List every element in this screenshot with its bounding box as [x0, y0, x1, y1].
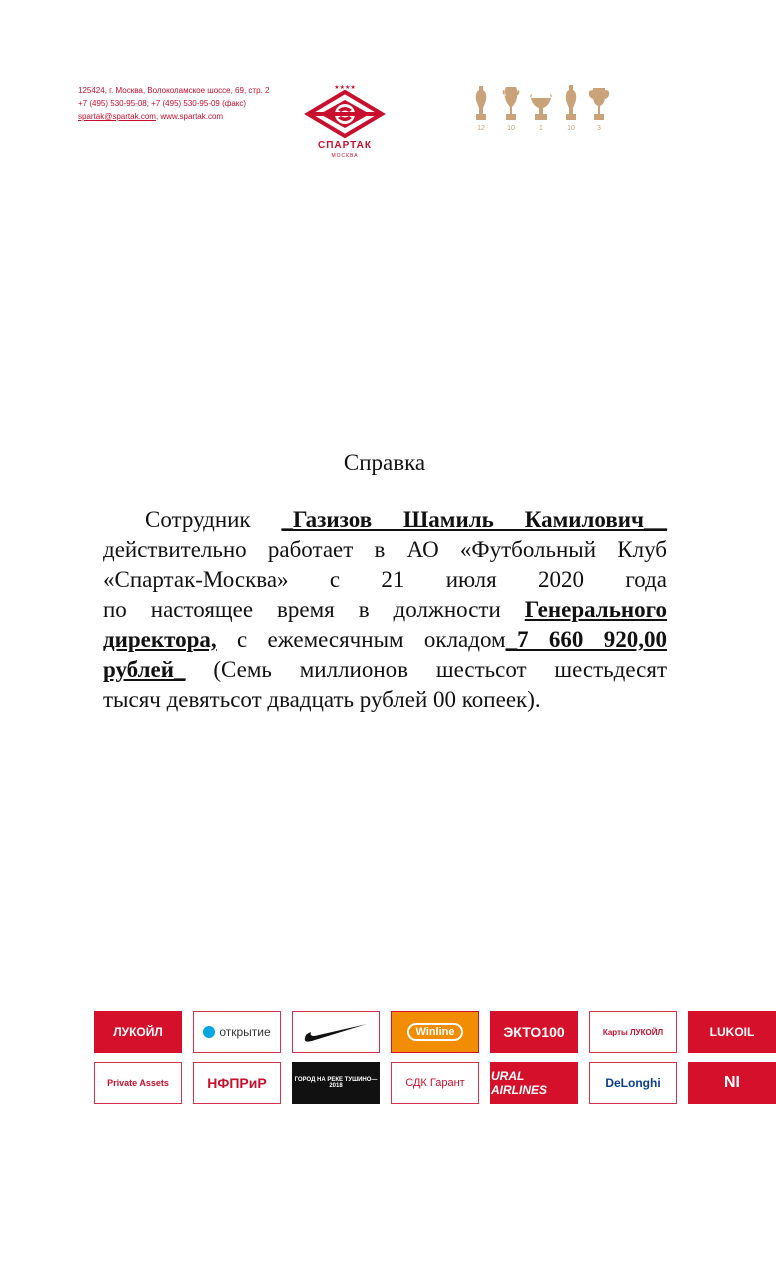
body-text-fragment: «Спартак-Москва» с 21 июля 2020 года	[103, 567, 667, 592]
trophy-row	[468, 84, 618, 140]
address-line: 125424, г. Москва, Волоколамское шоссе, 69, стр. 2	[78, 86, 270, 95]
body-line	[103, 655, 667, 685]
sponsor-logo	[292, 1011, 380, 1053]
sponsor-logo: ГОРОД НА РЕКЕ ТУШИНО—2018	[292, 1062, 380, 1104]
contact-line: spartak@spartak.com, www.spartak.com	[78, 112, 224, 121]
trophy-item: 3	[586, 84, 612, 140]
document-title: Справка	[343, 450, 426, 475]
emphasized-text: Генерального	[524, 597, 667, 622]
sponsor-logo: Private Assets	[94, 1062, 182, 1104]
sponsor-logo: LUKOIL	[688, 1011, 776, 1053]
svg-text:★★★★: ★★★★	[334, 84, 356, 91]
body-line	[103, 685, 667, 715]
body-text-fragment: тысяч девятьсот двадцать рублей 00 копеек).	[103, 687, 541, 712]
trophy-item: 12	[468, 84, 494, 140]
phone-line: +7 (495) 530-95-08; +7 (495) 530-95-09 (факс)	[78, 99, 247, 108]
sponsor-logo: открытие	[193, 1011, 281, 1053]
sponsor-logo: Карты ЛУКОЙЛ	[589, 1011, 677, 1053]
sponsor-logo: URAL AIRLINES	[490, 1062, 578, 1104]
club-name: СПАРТАК	[318, 140, 372, 151]
trophy-icon	[529, 84, 553, 122]
trophy-icon	[502, 84, 520, 122]
sponsor-logo: DeLonghi	[589, 1062, 677, 1104]
trophy-item: 10	[498, 84, 524, 140]
body-text-fragment: по настоящее время в должности	[103, 597, 525, 622]
email-link[interactable]: spartak@spartak.com	[78, 112, 156, 121]
spartak-diamond-icon	[300, 82, 390, 142]
body-text-fragment: (Семь миллионов шестьсот шестьдесят	[185, 657, 667, 682]
sponsor-logo: ЭКТО100	[490, 1011, 578, 1053]
sponsor-logo: NI	[688, 1062, 776, 1104]
body-line	[103, 625, 667, 655]
emphasized-text: директора,	[103, 627, 217, 652]
body-text-fragment: с ежемесячным окладом	[216, 627, 506, 652]
nike-swoosh-icon	[301, 1020, 371, 1044]
document-body	[103, 505, 667, 715]
sponsor-logo: НФПРиР	[193, 1062, 281, 1104]
otkritie-circle-icon	[203, 1026, 215, 1038]
sponsor-logo: Winline	[391, 1011, 479, 1053]
body-line	[103, 565, 667, 595]
body-text-fragment: действительно работает в АО «Футбольный Клуб	[103, 537, 667, 562]
sponsor-logo: ЛУКОЙЛ	[94, 1011, 182, 1053]
emphasized-text: _7 660 920,00	[505, 627, 668, 652]
body-line	[103, 505, 667, 535]
body-line	[103, 595, 667, 625]
trophy-item: 1	[528, 84, 554, 140]
trophy-icon	[564, 84, 578, 122]
emphasized-text: рублей_	[103, 657, 186, 682]
trophy-icon	[587, 84, 611, 122]
trophy-item: 10	[558, 84, 584, 140]
trophy-icon	[474, 84, 488, 122]
sponsor-strip	[94, 1011, 755, 1107]
club-city: МОСКВА	[331, 153, 359, 159]
sponsor-logo: СДК Гарант	[391, 1062, 479, 1104]
body-line	[103, 535, 667, 565]
emphasized-text: _Газизов Шамиль Камилович__	[281, 507, 667, 532]
letterhead-address	[78, 84, 288, 123]
website-link[interactable]: www.spartak.com	[160, 112, 224, 121]
body-text-fragment: Сотрудник	[145, 507, 282, 532]
